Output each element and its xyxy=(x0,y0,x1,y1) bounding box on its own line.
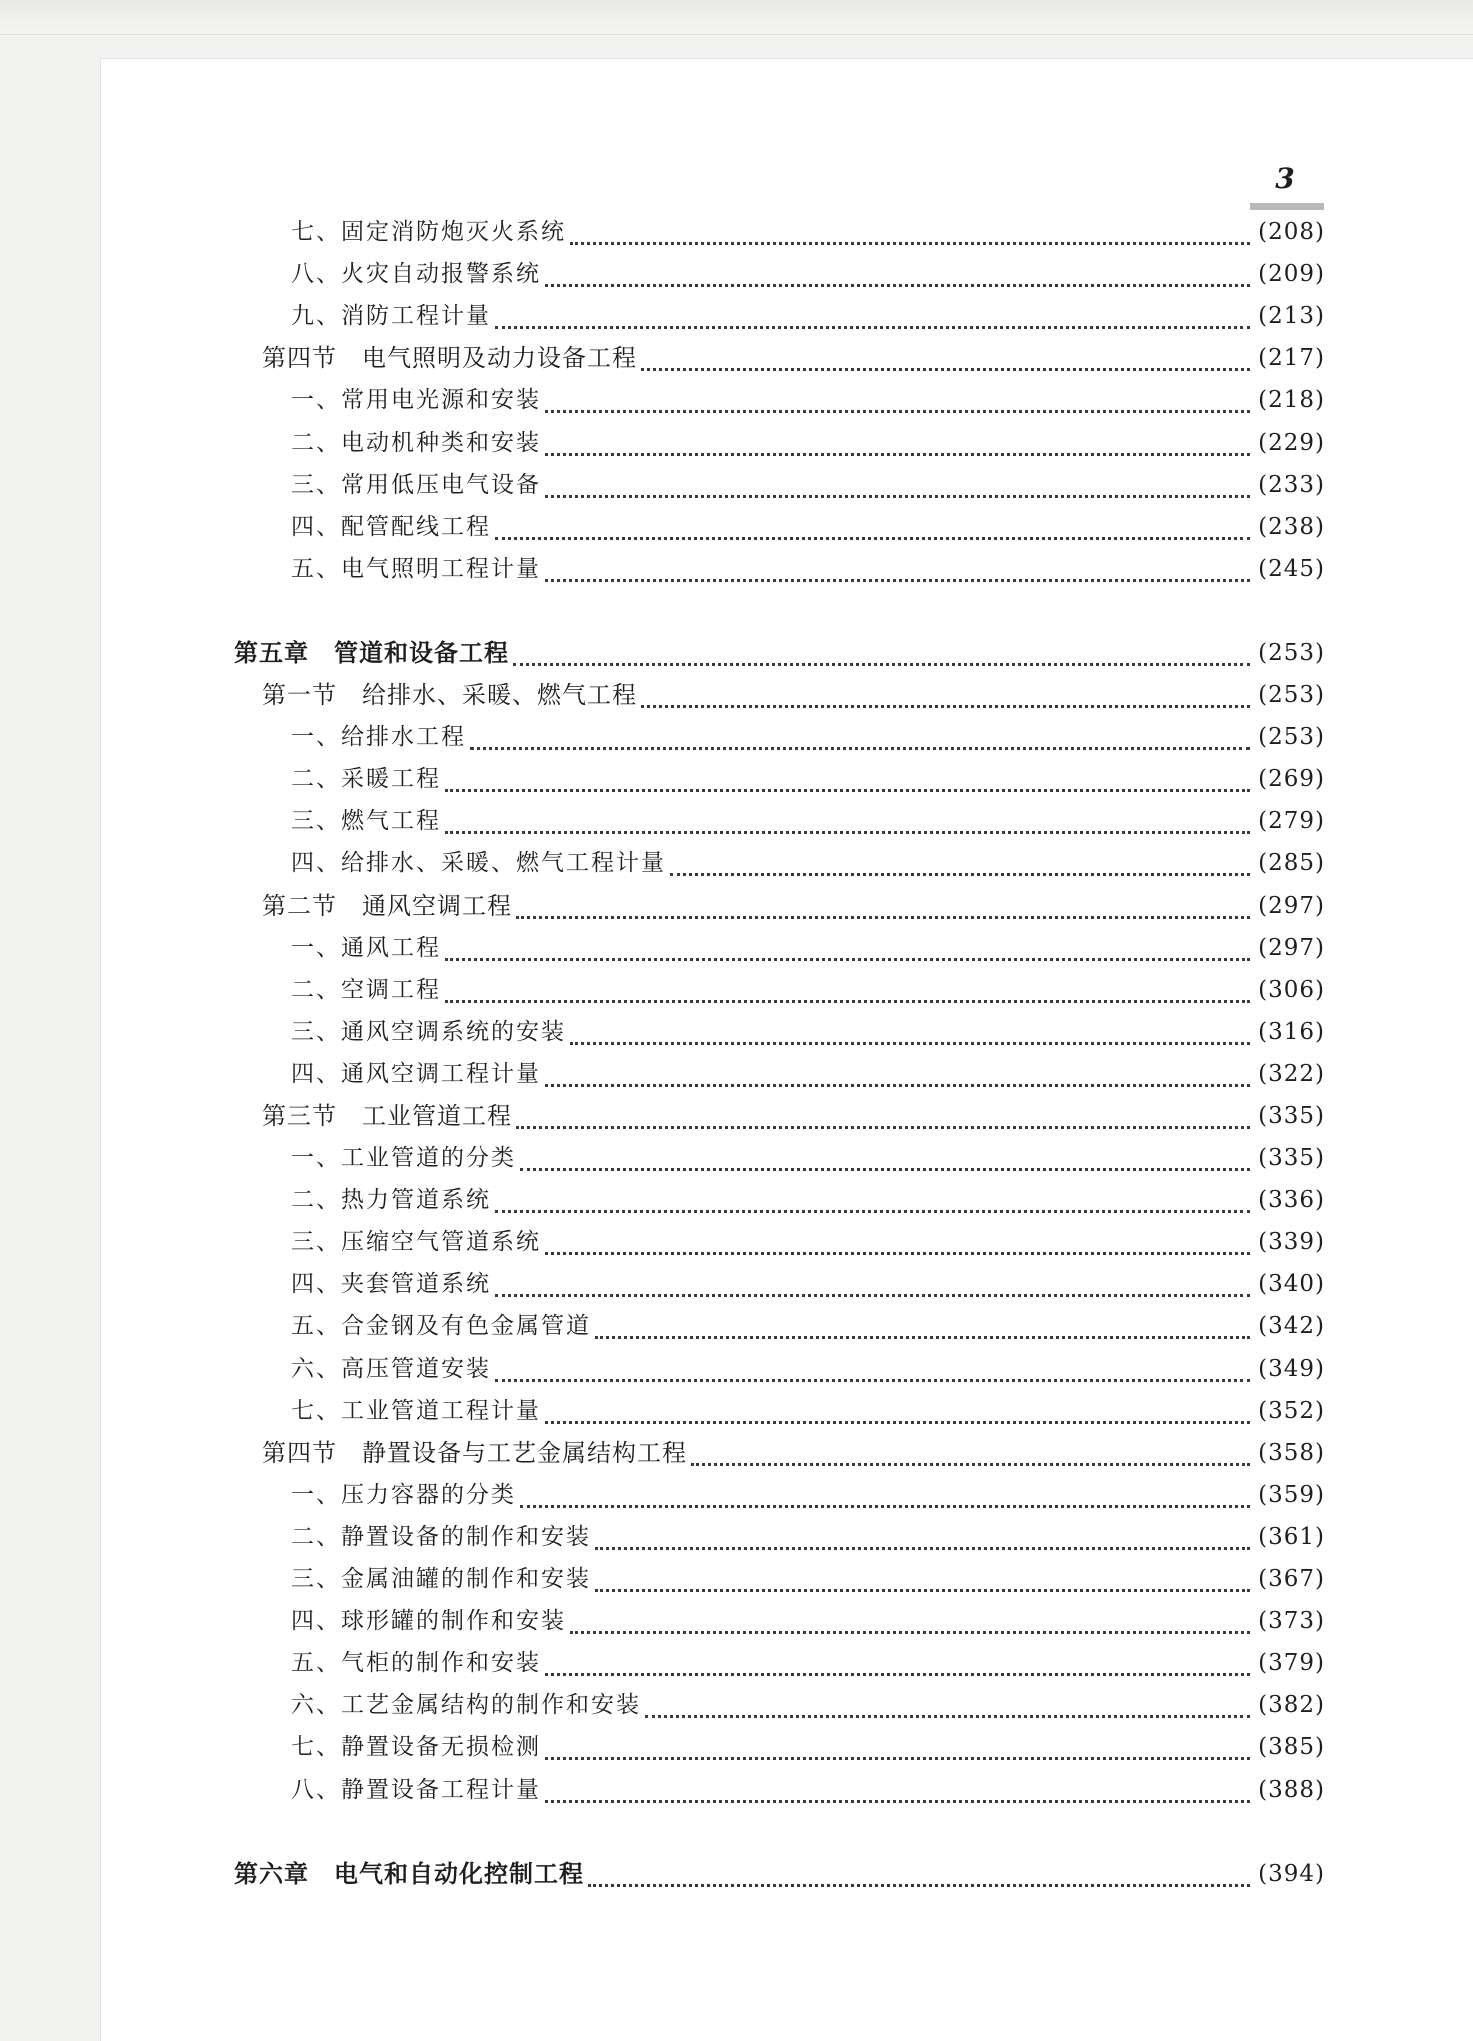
toc-entry-title: 七、固定消防炮灭火系统 xyxy=(291,219,566,245)
toc-dot-leader xyxy=(445,759,1250,792)
toc-section-row[interactable] xyxy=(0,1434,1473,1472)
page-number: 3 xyxy=(1275,162,1295,195)
toc-page-number: (361) xyxy=(1258,1524,1325,1550)
toc-item-row[interactable] xyxy=(0,971,1473,1009)
toc-dot-leader xyxy=(445,801,1250,834)
toc-page-number: (367) xyxy=(1258,1566,1325,1592)
toc-item-row[interactable] xyxy=(0,1686,1473,1724)
toc-page-number: (336) xyxy=(1258,1187,1325,1213)
toc-dot-leader xyxy=(445,928,1250,961)
toc-dot-leader xyxy=(470,717,1250,750)
toc-item-row[interactable] xyxy=(0,1771,1473,1809)
toc-entry-title: 第二节 通风空调工程 xyxy=(262,892,512,920)
toc-entry-title: 七、工业管道工程计量 xyxy=(291,1398,541,1424)
toc-dot-leader xyxy=(545,254,1250,287)
toc-page-number: (297) xyxy=(1258,893,1325,919)
toc-page-number: (335) xyxy=(1258,1145,1325,1171)
toc-entry-title: 五、合金钢及有色金属管道 xyxy=(291,1313,591,1339)
toc-entry-title: 一、工业管道的分类 xyxy=(291,1145,516,1171)
toc-dot-leader xyxy=(495,1349,1250,1382)
toc-item-row[interactable] xyxy=(0,213,1473,251)
toc-entry-title: 三、常用低压电气设备 xyxy=(291,472,541,498)
scan-top-edge xyxy=(0,0,1473,35)
toc-entry-title: 第五章 管道和设备工程 xyxy=(234,639,509,667)
toc-section-row[interactable] xyxy=(0,676,1473,714)
toc-item-row[interactable] xyxy=(0,297,1473,335)
toc-page-number: (342) xyxy=(1258,1313,1325,1339)
toc-item-row[interactable] xyxy=(0,1307,1473,1345)
toc-page-number: (285) xyxy=(1258,850,1325,876)
toc-item-row[interactable] xyxy=(0,1223,1473,1261)
toc-page-number: (388) xyxy=(1258,1777,1325,1803)
toc-entry-title: 七、静置设备无损检测 xyxy=(291,1734,541,1760)
toc-entry-title: 三、通风空调系统的安装 xyxy=(291,1019,566,1045)
toc-entry-title: 二、空调工程 xyxy=(291,977,441,1003)
toc-dot-leader xyxy=(545,1643,1250,1676)
toc-entry-title: 二、采暖工程 xyxy=(291,766,441,792)
toc-item-row[interactable] xyxy=(0,1013,1473,1051)
toc-item-row[interactable] xyxy=(0,1055,1473,1093)
toc-page-number: (335) xyxy=(1258,1103,1325,1129)
toc-entry-title: 三、金属油罐的制作和安装 xyxy=(291,1566,591,1592)
toc-dot-leader xyxy=(595,1306,1250,1339)
toc-page-number: (297) xyxy=(1258,935,1325,961)
toc-entry-title: 四、夹套管道系统 xyxy=(291,1271,491,1297)
toc-page-number: (229) xyxy=(1258,430,1325,456)
toc-entry-title: 第四节 电气照明及动力设备工程 xyxy=(262,344,637,372)
toc-dot-leader xyxy=(495,507,1250,540)
toc-item-row[interactable] xyxy=(0,1728,1473,1766)
toc-entry-title: 四、通风空调工程计量 xyxy=(291,1061,541,1087)
toc-dot-leader xyxy=(516,886,1250,919)
toc-item-row[interactable] xyxy=(0,929,1473,967)
toc-page-number: (340) xyxy=(1258,1271,1325,1297)
toc-page-number: (238) xyxy=(1258,514,1325,540)
page-number-rule xyxy=(1250,203,1324,210)
toc-item-row[interactable] xyxy=(0,508,1473,546)
toc-entry-title: 第三节 工业管道工程 xyxy=(262,1102,512,1130)
toc-section-row[interactable] xyxy=(0,887,1473,925)
toc-entry-title: 五、电气照明工程计量 xyxy=(291,556,541,582)
toc-dot-leader xyxy=(520,1475,1250,1508)
toc-page-number: (349) xyxy=(1258,1356,1325,1382)
toc-dot-leader xyxy=(495,1264,1250,1297)
toc-dot-leader xyxy=(641,338,1250,371)
toc-page-number: (213) xyxy=(1258,303,1325,329)
toc-dot-leader xyxy=(445,970,1250,1003)
toc-page-number: (339) xyxy=(1258,1229,1325,1255)
toc-dot-leader xyxy=(513,633,1250,666)
toc-dot-leader xyxy=(495,296,1250,329)
toc-page-number: (373) xyxy=(1258,1608,1325,1634)
toc-dot-leader xyxy=(545,1054,1250,1087)
toc-entry-title: 一、常用电光源和安装 xyxy=(291,387,541,413)
toc-page-number: (279) xyxy=(1258,808,1325,834)
toc-page-number: (217) xyxy=(1258,345,1325,371)
toc-dot-leader xyxy=(545,1727,1250,1760)
toc-page-number: (245) xyxy=(1258,556,1325,582)
toc-entry-title: 一、通风工程 xyxy=(291,935,441,961)
toc-item-row[interactable] xyxy=(0,718,1473,756)
toc-page-number: (218) xyxy=(1258,387,1325,413)
toc-page-number: (253) xyxy=(1258,682,1325,708)
toc-dot-leader xyxy=(691,1433,1250,1466)
toc-page-number: (253) xyxy=(1258,724,1325,750)
toc-entry-title: 八、火灾自动报警系统 xyxy=(291,261,541,287)
toc-dot-leader xyxy=(588,1854,1250,1887)
toc-dot-leader xyxy=(570,1601,1250,1634)
toc-dot-leader xyxy=(641,675,1250,708)
toc-item-row[interactable] xyxy=(0,1392,1473,1430)
toc-dot-leader xyxy=(645,1685,1250,1718)
toc-dot-leader xyxy=(670,843,1250,876)
toc-page-number: (316) xyxy=(1258,1019,1325,1045)
toc-entry-title: 四、给排水、采暖、燃气工程计量 xyxy=(291,850,666,876)
toc-dot-leader xyxy=(545,465,1250,498)
toc-dot-leader xyxy=(595,1559,1250,1592)
toc-section-row[interactable] xyxy=(0,1097,1473,1135)
toc-page-number: (208) xyxy=(1258,219,1325,245)
toc-entry-title: 一、压力容器的分类 xyxy=(291,1482,516,1508)
toc-dot-leader xyxy=(570,212,1250,245)
toc-item-row[interactable] xyxy=(0,1265,1473,1303)
toc-item-row[interactable] xyxy=(0,1560,1473,1598)
toc-page-number: (358) xyxy=(1258,1440,1325,1466)
toc-page-number: (379) xyxy=(1258,1650,1325,1676)
toc-entry-title: 三、燃气工程 xyxy=(291,808,441,834)
toc-item-row[interactable] xyxy=(0,1476,1473,1514)
toc-entry-title: 二、热力管道系统 xyxy=(291,1187,491,1213)
toc-page-number: (359) xyxy=(1258,1482,1325,1508)
toc-entry-title: 一、给排水工程 xyxy=(291,724,466,750)
toc-entry-title: 二、电动机种类和安装 xyxy=(291,430,541,456)
toc-page-number: (385) xyxy=(1258,1734,1325,1760)
toc-dot-leader xyxy=(545,1391,1250,1424)
toc-dot-leader xyxy=(520,1138,1250,1171)
toc-dot-leader xyxy=(545,1770,1250,1803)
toc-page-number: (233) xyxy=(1258,472,1325,498)
toc-section-row[interactable] xyxy=(0,339,1473,377)
toc-entry-title: 四、球形罐的制作和安装 xyxy=(291,1608,566,1634)
toc-item-row[interactable] xyxy=(0,550,1473,588)
toc-entry-title: 五、气柜的制作和安装 xyxy=(291,1650,541,1676)
toc-page-number: (322) xyxy=(1258,1061,1325,1087)
toc-item-row[interactable] xyxy=(0,1181,1473,1219)
toc-item-row[interactable] xyxy=(0,466,1473,504)
toc-dot-leader xyxy=(516,1096,1250,1129)
toc-page-number: (306) xyxy=(1258,977,1325,1003)
toc-item-row[interactable] xyxy=(0,424,1473,462)
toc-dot-leader xyxy=(570,1012,1250,1045)
toc-entry-title: 三、压缩空气管道系统 xyxy=(291,1229,541,1255)
toc-dot-leader xyxy=(545,549,1250,582)
toc-entry-title: 二、静置设备的制作和安装 xyxy=(291,1524,591,1550)
toc-chapter-row[interactable] xyxy=(0,1855,1473,1893)
toc-item-row[interactable] xyxy=(0,844,1473,882)
toc-item-row[interactable] xyxy=(0,802,1473,840)
toc-chapter-row[interactable] xyxy=(0,634,1473,672)
toc-page-number: (394) xyxy=(1258,1861,1325,1887)
toc-dot-leader xyxy=(595,1517,1250,1550)
toc-item-row[interactable] xyxy=(0,381,1473,419)
toc-page-number: (382) xyxy=(1258,1692,1325,1718)
toc-item-row[interactable] xyxy=(0,1350,1473,1388)
toc-dot-leader xyxy=(495,1180,1250,1213)
toc-entry-title: 第四节 静置设备与工艺金属结构工程 xyxy=(262,1439,687,1467)
toc-entry-title: 八、静置设备工程计量 xyxy=(291,1777,541,1803)
toc-entry-title: 四、配管配线工程 xyxy=(291,514,491,540)
toc-item-row[interactable] xyxy=(0,1644,1473,1682)
toc-page-number: (269) xyxy=(1258,766,1325,792)
toc-item-row[interactable] xyxy=(0,1139,1473,1177)
toc-dot-leader xyxy=(545,380,1250,413)
toc-page-number: (352) xyxy=(1258,1398,1325,1424)
toc-entry-title: 六、高压管道安装 xyxy=(291,1356,491,1382)
toc-entry-title: 第一节 给排水、采暖、燃气工程 xyxy=(262,681,637,709)
toc-entry-title: 九、消防工程计量 xyxy=(291,303,491,329)
toc-entry-title: 第六章 电气和自动化控制工程 xyxy=(234,1860,584,1888)
toc-dot-leader xyxy=(545,423,1250,456)
toc-dot-leader xyxy=(545,1222,1250,1255)
toc-page-number: (253) xyxy=(1258,640,1325,666)
toc-item-row[interactable] xyxy=(0,255,1473,293)
toc-item-row[interactable] xyxy=(0,1602,1473,1640)
toc-entry-title: 六、工艺金属结构的制作和安装 xyxy=(291,1692,641,1718)
toc-item-row[interactable] xyxy=(0,760,1473,798)
toc-page-number: (209) xyxy=(1258,261,1325,287)
toc-item-row[interactable] xyxy=(0,1518,1473,1556)
